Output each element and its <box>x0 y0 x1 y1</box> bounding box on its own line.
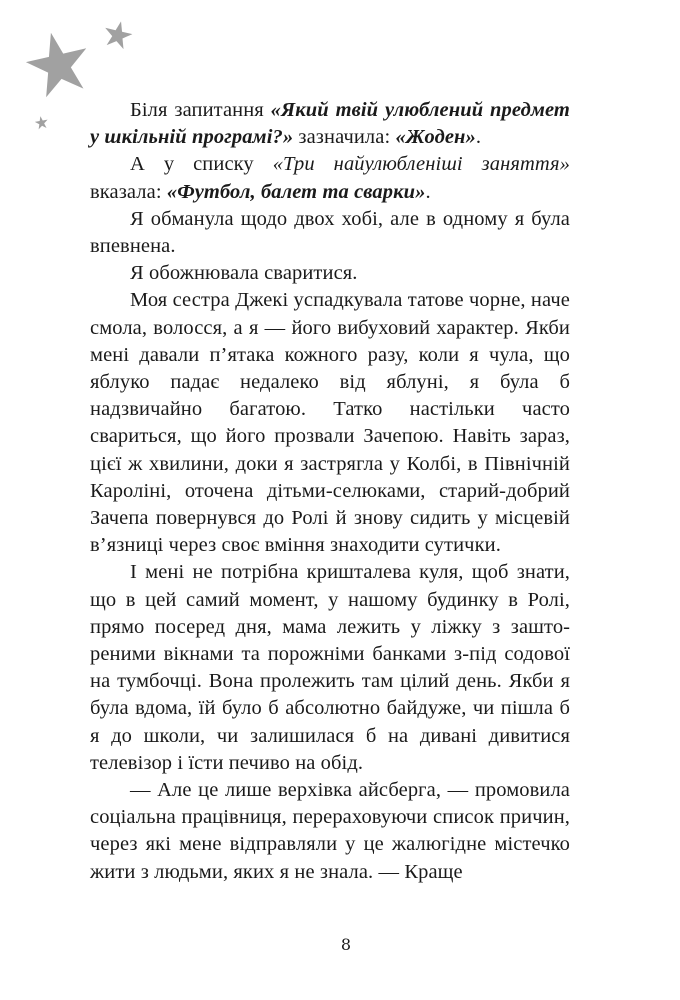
paragraph: Біля запитання «Який твій улюблений предмет у шкільній програмі?» зазначила: «Жоден». <box>90 99 570 149</box>
star-icon-large <box>21 26 96 101</box>
paragraph: І мені не потрібна кришталева куля, щоб знати, що в цей самий момент, у нашому будинку в Ролі, прямо посеред дня, мама лежить у ліжку з заштореними вікнами та порожніми банками з-під содової на тумбочці. Вона пролежить там цілий день. Якби я була вдома, їй було б абсолютно байдуже, чи пішла б я до школи, чи залишилася б на дивані дивитися телевізор і їсти печиво на обід. <box>90 561 570 774</box>
paragraph: — Але це лише верхівка айсберга, — промовила соціальна працівниця, перераховуючи список причин, через які мене відправляли у це жалюгідне містечко жити з людьми, яких я не знала. — Краще <box>90 779 570 883</box>
paragraph: А у списку «Три найулюбленіші заняття» вказала: «Футбол, балет та сварки». <box>90 153 571 203</box>
paragraph: Моя сестра Джекі успадкувала татове чорне, наче смола, волосся, а я — його вибуховий характер. Якби мені давали п’ятака кожного разу, коли я чула, що яблуко падає недалеко від яблуні, я була б надзвичайно багатою. Татко настільки часто свариться, що його прозвали Зачепою. Навіть зараз, цієї ж хвилини, доки я застрягла у Колбі, в Північній Кароліні, оточена дітьми-селюками, старий-добрий Зачепа повернувся до Ролі й знову сидить у місцевій в’язниці через своє вміння знаходити сутички. <box>90 289 570 557</box>
star-icon-tiny <box>34 115 49 130</box>
star-icon-small <box>101 18 134 51</box>
paragraph: Я обманула щодо двох хобі, але в одному я була впевнена. <box>90 207 570 258</box>
page-number: 8 <box>340 935 352 954</box>
page-text <box>90 97 570 886</box>
paragraph: Я обожнювала сваритися. <box>130 262 358 285</box>
